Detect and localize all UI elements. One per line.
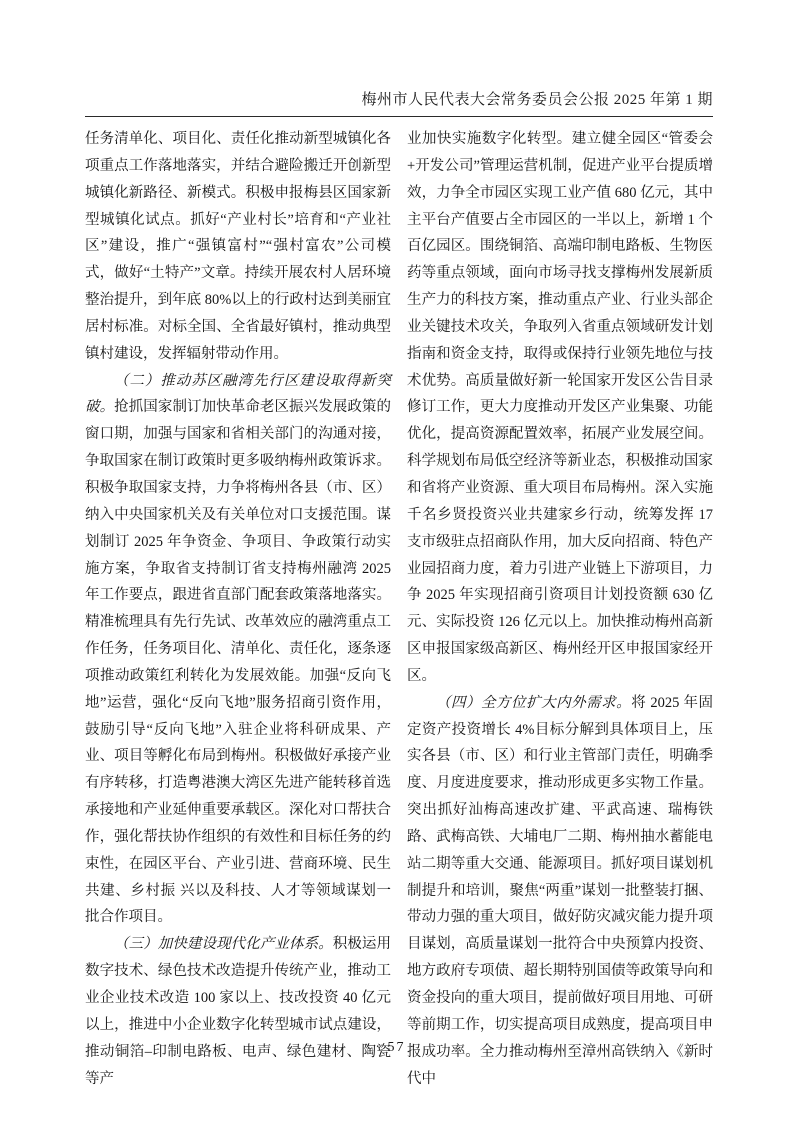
paragraph-continuation [85, 126, 391, 368]
paragraph-section-4 [407, 690, 713, 1093]
paragraph-section-2 [85, 368, 391, 932]
page-number: · 57 · [375, 1040, 418, 1055]
page-content [85, 88, 713, 1092]
section-heading: （二）推动苏区融湾先行区建设取得新突破。 [85, 372, 391, 416]
section-heading: （三）加快建设现代化产业体系。 [114, 936, 333, 953]
paragraph-text: 业加快实施数字化转型。建立健全园区“管委会+开发公司”管理运营机制，促进产业平台提质增效，力争全市园区实现工业产值 680 亿元，其中主平台产值要占全市园区的一半以上，新增 1 个百亿园区。围绕铜箔、高端印制电路板、生物医药等重点领域，面向市场寻找支撑梅州发展新质生产力的科技方案，推动重点产业、行业头部企业关键技术攻关，争取列入省重点领域研发计划指南和资金支持，取得或保持行业领先地位与技术优势。高质量做好新一轮国家开发区公告目录修订工作，更大力度推动开发区产业集聚、功能优化，提高资源配置效率，拓展产业发展空间。科学规划布局低空经济等新业态，积极推动国家和省将产业资源、重大项目布局梅州。深入实施千名乡贤投资兴业共建家乡行动，统筹发挥 17 支市级驻点招商队作用，加大反向招商、特色产业园招商力度，着力引进产业链上下游项目，力争 2025 年实现招商引资项目计划投资额 630 亿元、实际投资 126 亿元以上。加快推动梅州高新区申报国家级高新区、梅州经开区申报国家经开区。 [407, 131, 713, 684]
running-header: 梅州市人民代表大会常务委员会公报 2025 年第 1 期 [85, 88, 713, 117]
paragraph-text: 抢抓国家制订加快革命老区振兴发展政策的窗口期，加强与国家和省相关部门的沟通对接，争取国家在制订政策时更多吸纳梅州政策诉求。积极争取国家支持，力争将梅州各县（市、区）纳入中央国家机关及有关单位对口支援范围。谋划制订 2025 年争资金、争项目、争政策行动实施方案，争取省支持制订省支持梅州融湾 2025 年工作要点，跟进省直部门配套政策落地落实。精准梳理具有先行先试、改革效应的融湾重点工作任务，任务项目化、清单化、责任化，逐条逐项推动政策红利转化为发展效能。加强“反向飞地”运营，强化“反向飞地”服务招商引资作用，鼓励引导“反向飞地”入驻企业将科研成果、产业、项目等孵化布局到梅州。积极做好承接产业有序转移，打造粤港澳大湾区先进产能转移首选承接地和产业延伸重要承载区。深化对口帮扶合作，强化帮扶协作组织的有效性和目标任务的约束性，在园区平台、产业引进、营商环境、民生共建、乡村振 兴以及科技、人才等领域谋划一批合作项目。 [85, 399, 392, 926]
paragraph-text: 将 2025 年固定资产投资增长 4%目标分解到具体项目上，压实各县（市、区）和行业主管部门责任，明确季度、月度进度要求，推动形成更多实物工作量。突出抓好汕梅高速改扩建、平武高速、瑞梅铁路、武梅高铁、大埔电厂二期、梅州抽水蓄能电站二期等重大交通、能源项目。抓好项目谋划机制提升和培训，聚焦“两重”谋划一批整装打捆、带动力强的重大项目，做好防灾减灾能力提升项目谋划，高质量谋划一批符合中央预算内投资、地方政府专项债、超长期特别国债等政策导向和资金投向的重大项目，提前做好项目用地、可研等前期工作，切实提高项目成熟度，提高项目申报成功率。全力推动梅州至漳州高铁纳入《新时代中 [407, 694, 714, 1087]
left-column [85, 126, 391, 1092]
two-column-body [85, 126, 713, 1092]
paragraph-section-3 [85, 931, 391, 1092]
paragraph-text: 任务清单化、项目化、责任化推动新型城镇化各项重点工作落地落实，并结合避险搬迁开创新型城镇化新路径、新模式。积极申报梅县区国家新型城镇化试点。抓好“产业村长”培育和“产业社区”建设，推广“强镇富村”“强村富农”公司模式，做好“土特产”文章。持续开展农村人居环境整治提升，到年底 80%以上的行政村达到美丽宜居村标准。对标全国、全省最好镇村，推动典型镇村建设，发挥辐射带动作用。 [85, 131, 391, 362]
section-heading: （四）全方位扩大内外需求。 [436, 694, 632, 711]
paragraph-text: 积极运用数字技术、绿色技术改造提升传统产业，推动工业企业技术改造 100 家以上、技改投资 40 亿元以上，推进中小企业数字化转型城市试点建设，推动铜箔–印制电路板、电声、绿色建材、陶瓷等产 [85, 936, 391, 1087]
paragraph-continuation [407, 126, 713, 690]
right-column [407, 126, 713, 1092]
